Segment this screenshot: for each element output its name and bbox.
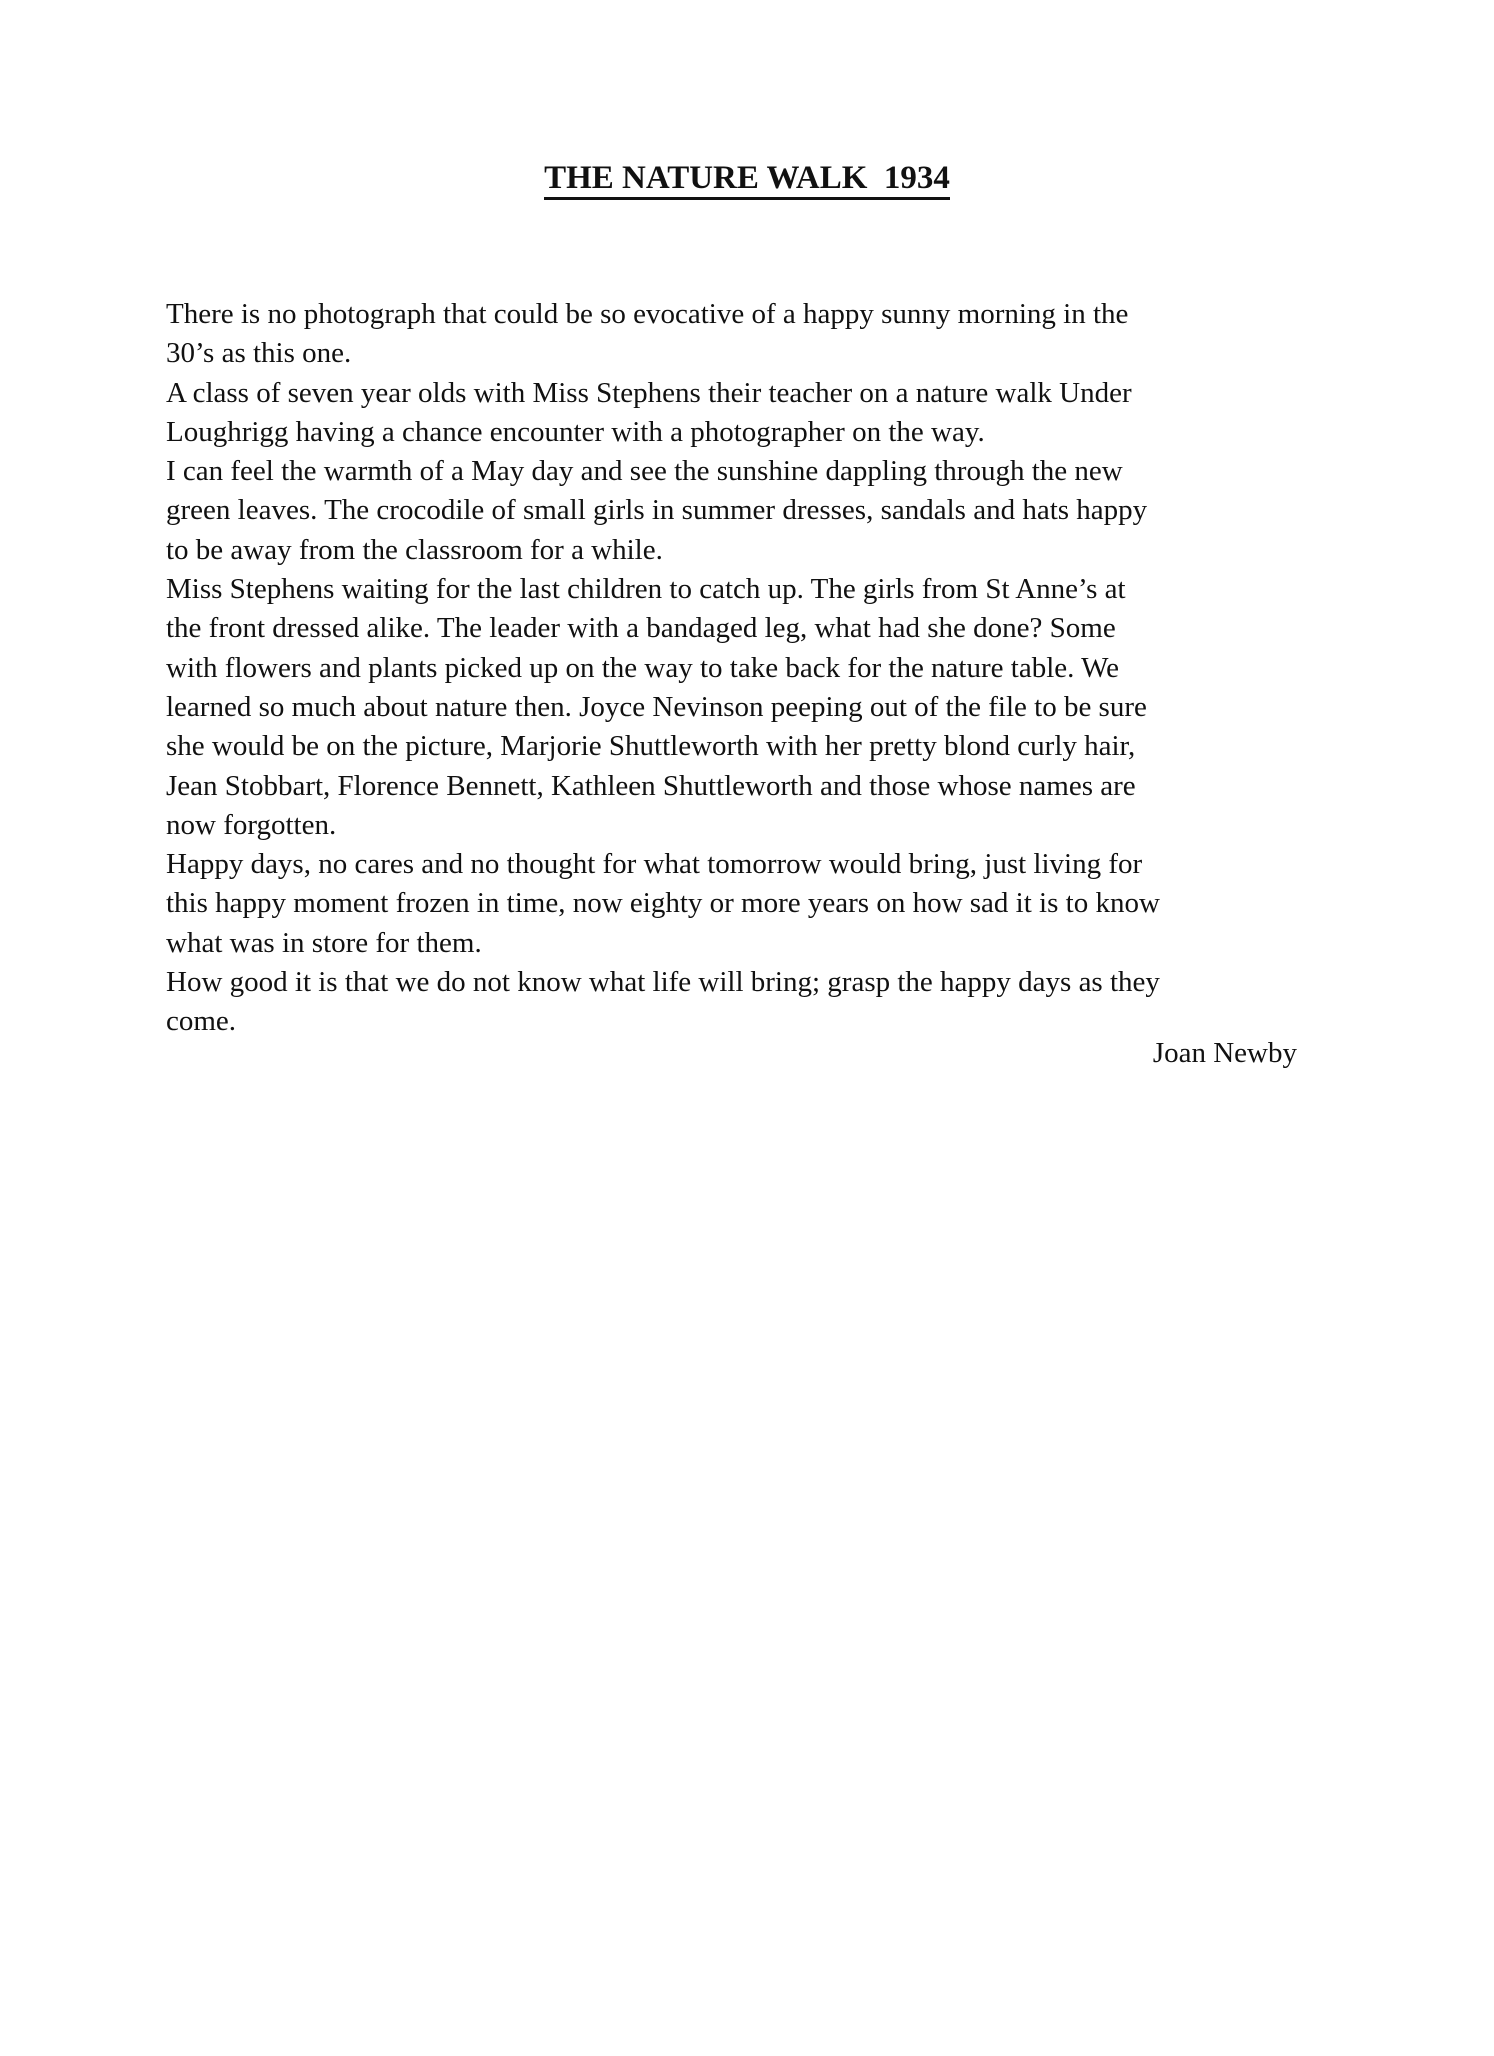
text-line: Jean Stobbart, Florence Bennett, Kathleen Shuttleworth and those whose names are [166, 769, 1136, 802]
text-line: with flowers and plants picked up on the way to take back for the nature table. We [166, 651, 1120, 684]
text-line: How good it is that we do not know what life will bring; grasp the happy days as they [166, 966, 1160, 999]
text-line: 30’s as this one. [166, 337, 352, 370]
body-text [166, 295, 1160, 1042]
text-line: green leaves. The crocodile of small girls in summer dresses, sandals and hats happy [166, 494, 1148, 527]
signature: Joan Newby [1152, 1037, 1297, 1069]
text-line: come. [166, 1005, 237, 1038]
text-line: Loughrigg having a chance encounter with a photographer on the way. [166, 415, 985, 448]
text-line: the front dressed alike. The leader with a bandaged leg, what had she done? Some [166, 612, 1116, 645]
text-line: to be away from the classroom for a while. [166, 533, 663, 566]
text-line: Miss Stephens waiting for the last children to catch up. The girls from St Anne’s at [166, 573, 1126, 606]
text-line: this happy moment frozen in time, now eighty or more years on how sad it is to know [166, 887, 1160, 920]
text-line: she would be on the picture, Marjorie Shuttleworth with her pretty blond curly hair, [166, 730, 1136, 763]
text-line: now forgotten. [166, 808, 337, 841]
text-line: Happy days, no cares and no thought for what tomorrow would bring, just living for [166, 848, 1143, 881]
text-line: learned so much about nature then. Joyce Nevinson peeping out of the file to be sure [166, 690, 1147, 723]
text-line: There is no photograph that could be so evocative of a happy sunny morning in the [166, 298, 1129, 330]
document-title [0, 160, 1494, 197]
title-text: THE NATURE WALK 1934 [544, 160, 950, 200]
text-line: I can feel the warmth of a May day and see the sunshine dappling through the new [166, 455, 1123, 488]
text-line: A class of seven year olds with Miss Stephens their teacher on a nature walk Under [166, 376, 1132, 409]
text-line: what was in store for them. [166, 926, 482, 959]
